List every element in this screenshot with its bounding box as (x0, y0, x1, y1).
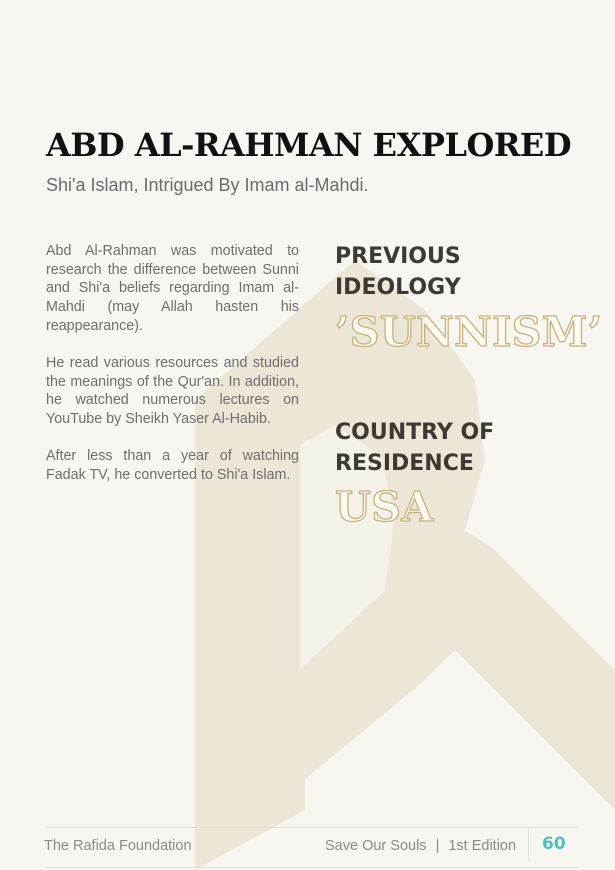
paragraph: Abd Al-Rahman was motivated to research the difference between Sunni and Shi'a beliefs regarding Imam al-Mahdi (may Allah hasten his reappearance). (46, 243, 299, 334)
footer-separator: | (435, 838, 440, 854)
publication-name: Save Our Souls (325, 838, 427, 854)
previous-ideology-label: PREVIOUS IDEOLOGY (335, 244, 461, 300)
footer-publication-info (325, 838, 516, 854)
footer-vertical-divider (528, 828, 529, 861)
page-number: 60 (542, 834, 566, 854)
footer-divider (46, 827, 578, 828)
edition-label: 1st Edition (448, 838, 517, 854)
story-body (46, 242, 299, 503)
paragraph: After less than a year of watching Fadak TV, he converted to Shi'a Islam. (46, 448, 299, 484)
page-subtitle: Shi'a Islam, Intrigued By Imam al-Mahdi. (46, 175, 369, 195)
country-of-residence-value: USA (335, 483, 434, 531)
paragraph: He read various resources and studied the meanings of the Qur'an. In addition, he watched numerous lectures on YouTube by Sheikh Yaser Al-Habib. (46, 355, 299, 428)
footer-bottom-divider (46, 867, 578, 868)
previous-ideology-value: ’SUNNISM’ (335, 308, 603, 356)
footer-organization: The Rafida Foundation (44, 838, 192, 854)
country-of-residence-label: COUNTRY OF RESIDENCE (335, 420, 495, 476)
page-title: ABD AL-RAHMAN EXPLORED (46, 126, 572, 164)
